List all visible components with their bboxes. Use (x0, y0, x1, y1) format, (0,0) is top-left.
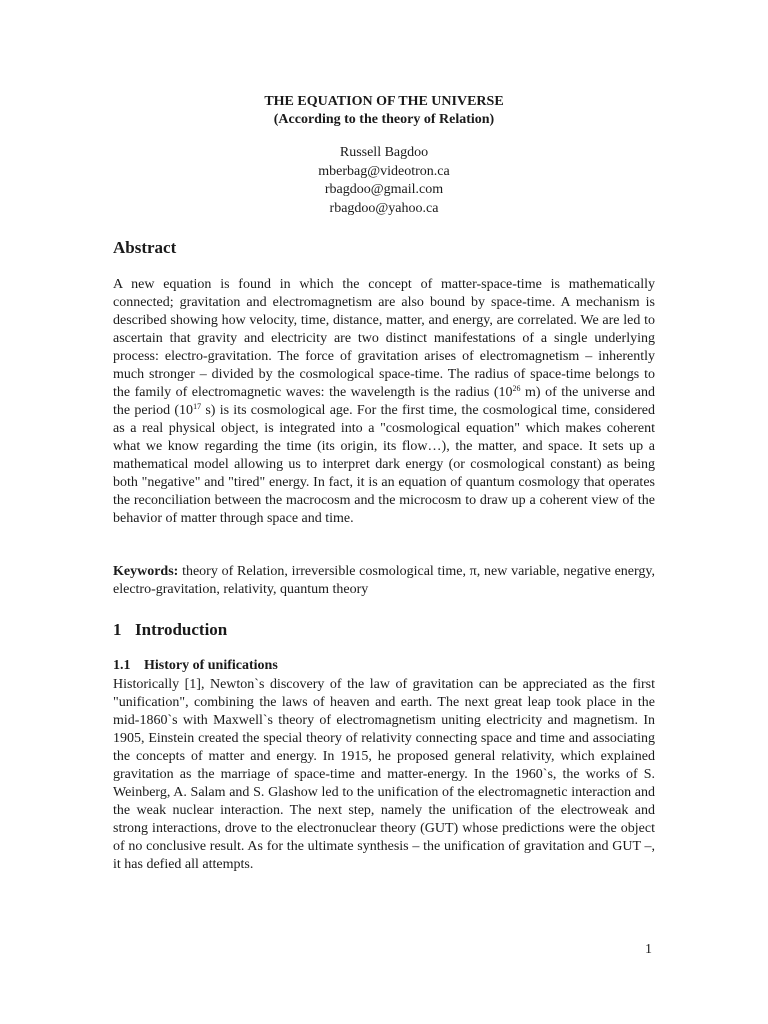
keywords (113, 563, 655, 599)
exponent: 17 (193, 402, 202, 411)
page-number: 1 (645, 942, 652, 957)
author-email: rbagdoo@gmail.com (324, 182, 444, 197)
history-paragraph: Historically [1], Newton`s discovery of the law of gravitation can be appreciated as the first "unification", combining the laws of heaven and earth. The next great leap took place in the mid-1860`s with Maxwell`s theory of electromagnetism uniting electricity and magnetism. In 1905, Einstein created the special theory of relativity connecting space and time and associating the concepts of matter and energy. In 1915, he proposed general relativity, which explained gravitation as the marriage of space-time and matter-energy. In the 1960`s, the works of S. Weinberg, A. Salam and S. Glashow led to the unification of the electromagnetic interaction and the weak nuclear interaction. The next step, namely the unification of the electroweak and strong interactions, drove to the electronuclear theory (GUT) whose predictions were the object of no conclusive result. As for the ultimate synthesis – the unification of gravitation and GUT –, it has defied all attempts. (113, 677, 655, 872)
section-title: Introduction (135, 620, 228, 639)
section-number: 1 (113, 620, 122, 639)
exponent: 26 (512, 384, 521, 393)
keywords-text: theory of Relation, irreversible cosmological time, π, new variable, negative energy, electro-gravitation, relativity, quantum theory (113, 564, 655, 597)
subsection-title: History of unifications (144, 658, 278, 673)
title-block (0, 93, 768, 218)
keywords-label: Keywords: (113, 564, 179, 579)
author-block (0, 144, 768, 218)
section-heading-introduction (113, 620, 227, 640)
author-name: Russell Bagdoo (339, 145, 429, 160)
abstract-text: A new equation is found in which the concept of matter-space-time is mathematically connected; gravitation and electromagnetism are also bound by space-time. A mechanism is described showing how velocity, time, distance, matter, and energy, are correlated. We are led to ascertain that gravity and electricity are two distinct manifestations of a single underlying process: electro-gravitation. The force of gravitation arises of electromagnetism – inherently much stronger – divided by the cosmological space-time. The radius of space-time belongs to the family of electromagnetic waves: the wavelength is the radius ($10^{26}$ m) of the universe and the period ($10^{17}$ s) is its cosmological age. For the first time, the cosmological time, considered as a real physical object, is integrated into a "cosmological equation" which makes coherent what we know regarding the time (its origin, its flow…), the matter, and space. It sets up a mathematical model allowing us to interpret dark energy (or cosmological constant) as being both "negative" and "tired" energy. In fact, it is an equation of quantum cosmology that operates the reconciliation between the macrocosm and the microcosm to draw up a coherent view of the behavior of matter through space and time. (113, 277, 656, 526)
subsection-number: 1.1 (113, 658, 131, 673)
abstract-heading: Abstract (113, 238, 177, 257)
author-email: rbagdoo@yahoo.ca (329, 200, 439, 216)
paper-subtitle: (According to the theory of Relation) (273, 112, 495, 127)
author-email: mberbag@videotron.ca (318, 163, 450, 179)
paper-title: THE EQUATION OF THE UNIVERSE (264, 94, 504, 109)
subsection-heading-history (113, 658, 278, 674)
